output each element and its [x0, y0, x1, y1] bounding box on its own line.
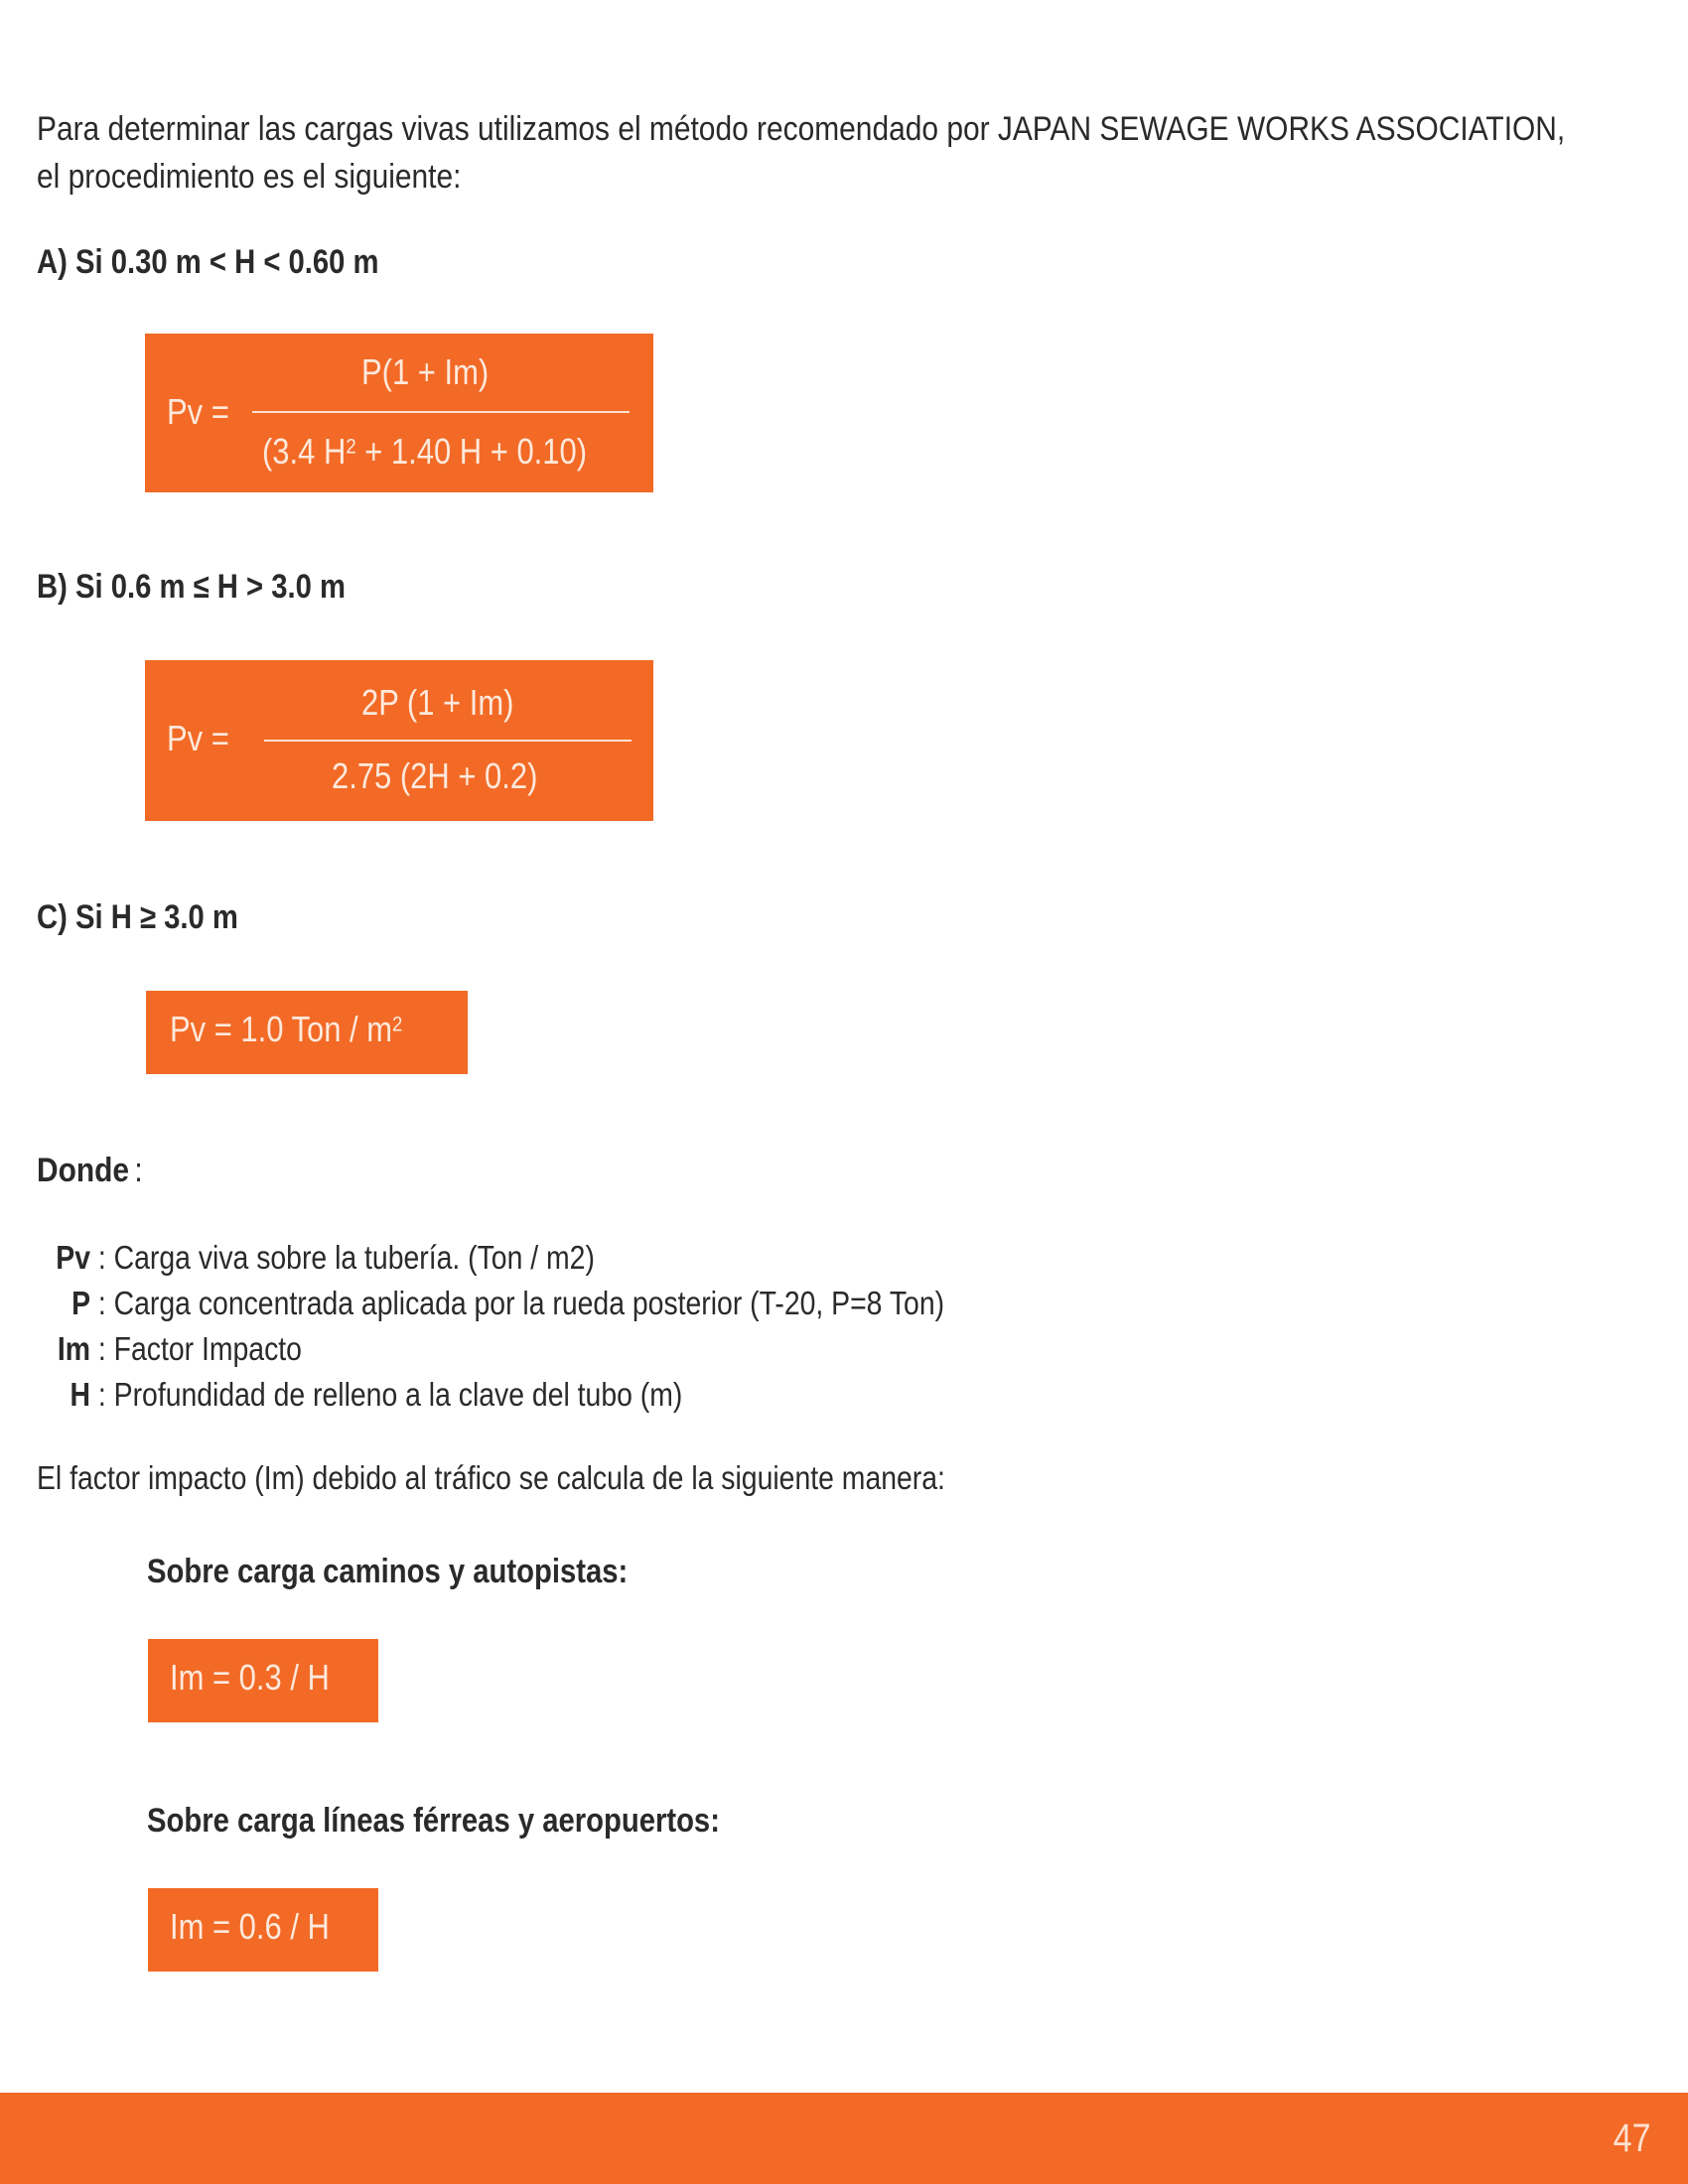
formula-b-denominator: 2.75 (2H + 0.2): [332, 755, 538, 796]
definition-symbol: H: [70, 1376, 90, 1413]
intro-paragraph: [37, 105, 1565, 201]
page-number: 47: [1613, 2116, 1650, 2160]
fraction-line-b: [264, 740, 632, 742]
definition-text: : Carga viva sobre la tubería. (Ton / m2): [97, 1239, 595, 1276]
formula-a-denominator: (3.4 $H^2 + 1.40$ H + 0.10): [262, 431, 588, 472]
formula-rail: Im = 0.6 / H: [170, 1906, 330, 1947]
formula-a-lhs: Pv =: [167, 391, 229, 432]
case-c-heading: C) Si H ≥ 3.0 m: [37, 898, 238, 936]
formula-b-numerator: 2P (1 + Im): [361, 682, 514, 723]
formula-box-a: [145, 334, 653, 492]
formula-box-rail: [148, 1888, 378, 1972]
formula-a-numerator: P(1 + Im): [361, 351, 490, 392]
definition-im: [48, 1330, 302, 1368]
impact-intro: El factor impacto (Im) debido al tráfico se calcula de la siguiente manera:: [37, 1459, 945, 1496]
fraction-line-a: [252, 411, 630, 413]
formula-roads: Im = 0.3 / H: [170, 1657, 330, 1698]
definition-symbol: Im: [57, 1330, 90, 1367]
intro-line-2: el procedimiento es el siguiente:: [37, 158, 462, 196]
definition-text: : Carga concentrada aplicada por la rueda posterior (T-20, P=8 Ton): [97, 1285, 945, 1321]
definition-pv: [48, 1239, 595, 1277]
formula-box-b: [145, 660, 653, 821]
definition-text: : Factor Impacto: [97, 1330, 302, 1367]
impact-heading-rail: Sobre carga líneas férreas y aeropuertos:: [147, 1802, 720, 1840]
definition-text: : Profundidad de relleno a la clave del tubo (m): [97, 1376, 683, 1413]
formula-c: Pv = 1.0 Ton / $m^2$: [170, 1009, 403, 1049]
case-a-heading: A) Si 0.30 m < H < 0.60 m: [37, 243, 379, 281]
formula-b-lhs: Pv =: [167, 718, 229, 758]
case-b-heading: B) Si 0.6 m ≤ H > 3.0 m: [37, 568, 347, 606]
definition-symbol: P: [71, 1285, 90, 1321]
formula-box-roads: [148, 1639, 378, 1722]
donde-label: Donde :: [37, 1152, 143, 1189]
impact-heading-roads: Sobre carga caminos y autopistas:: [147, 1553, 629, 1590]
page-footer-bar: [0, 2093, 1688, 2184]
definition-p: [48, 1285, 944, 1322]
intro-line-1: Para determinar las cargas vivas utilizamos el método recomendado por JAPAN SEWAGE WORKS ASSOCIATION,: [37, 110, 1566, 148]
formula-box-c: [146, 991, 468, 1074]
definition-h: [48, 1376, 682, 1414]
definition-symbol: Pv: [56, 1239, 90, 1276]
